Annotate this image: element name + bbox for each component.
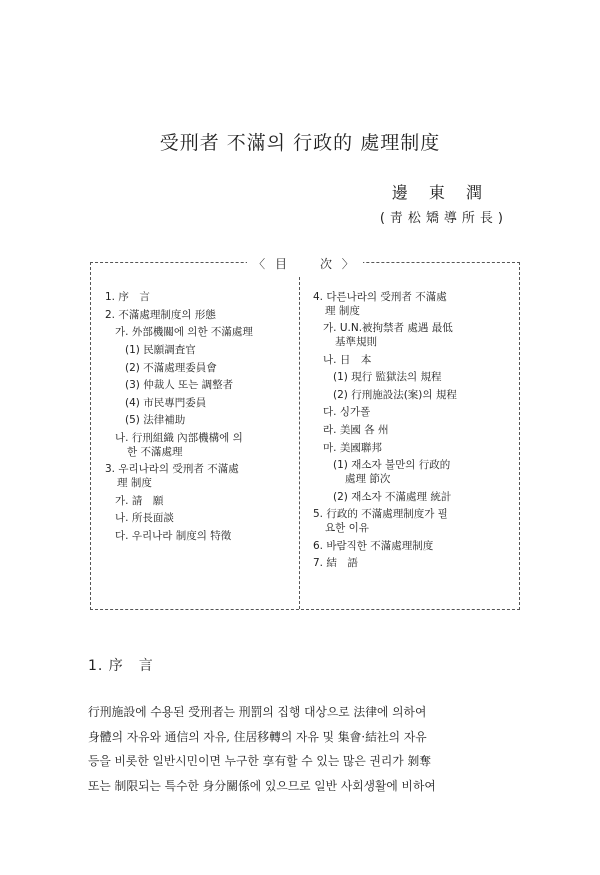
toc-entry [313, 424, 513, 438]
toc-entry-line: 2. 不滿處理制度의 形態 [105, 308, 216, 321]
body-line: 또는 制限되는 특수한 身分關係에 있으므로 일반 사회생활에 비하여 [88, 778, 436, 793]
toc-entry-line: 6. 바람직한 不滿處理制度 [313, 539, 434, 552]
body-line: 身體의 자유와 通信의 자유, 住居移轉의 자유 및 集會·結社의 자유 [88, 729, 427, 744]
toc-entry-line: (1) 現行 監獄法의 規程 [333, 371, 442, 384]
toc-entry-line: 다. 우리나라 制度의 特徵 [115, 529, 232, 542]
toc-entry-line: 1. 序 言 [105, 291, 150, 303]
toc-entry [105, 463, 295, 490]
toc-entry-line: 가. U.N.被拘禁者 處遇 最低 [323, 322, 453, 335]
toc-entry [105, 432, 295, 459]
toc-entry-line: (2) 行刑施設法(案)의 規程 [333, 388, 457, 401]
toc-entry-line: 가. 請 願 [115, 494, 164, 507]
toc-entry-line: 한 不滿處理 [127, 445, 183, 458]
toc-entry [313, 291, 513, 318]
toc-entry-line: 處理 節次 [345, 473, 391, 486]
toc-entry-line: (2) 不滿處理委員會 [125, 361, 217, 374]
toc-entry-line: (5) 法律補助 [125, 414, 186, 427]
toc-entry [105, 326, 295, 340]
toc-entry-line: 나. 日 本 [323, 353, 372, 366]
toc-entry [313, 557, 513, 571]
toc-entry [105, 512, 295, 526]
toc-entry-line: 5. 行政的 不滿處理制度가 필 [313, 508, 448, 521]
toc-entry [313, 322, 513, 349]
toc-entry-line: 요한 이유 [325, 521, 369, 534]
toc-entry [105, 291, 295, 305]
toc-entry [105, 530, 295, 544]
toc-entry-line: 나. 行刑組織 內部機構에 의 [115, 432, 243, 445]
toc-left-column [105, 291, 295, 548]
toc-entry-line: 마. 美國聯邦 [323, 441, 382, 454]
toc-entry [105, 414, 295, 428]
toc-entry-line: 나. 所長面談 [115, 512, 174, 525]
toc-entry-line: 7. 結 語 [313, 557, 358, 570]
toc-entry [313, 540, 513, 554]
body-text [88, 700, 516, 798]
toc-entry-line: (1) 재소자 불만의 行政的 [333, 459, 451, 472]
toc-entry [105, 362, 295, 376]
toc-heading-wrap [91, 253, 519, 272]
toc-entry [313, 406, 513, 420]
toc-entry-line: (3) 仲裁人 또는 調整者 [125, 379, 234, 392]
toc-heading: 〈 目 次 〉 [247, 257, 363, 271]
toc-entry [105, 344, 295, 358]
section-heading: 1. 序 言 [88, 658, 154, 674]
toc-right-column [313, 291, 513, 575]
toc-entry-line: (1) 民願調査官 [125, 343, 196, 356]
toc-entry [313, 459, 513, 486]
page-title: 受刑者 不滿의 行政的 處理制度 [159, 132, 441, 154]
toc-entry [313, 354, 513, 368]
toc-entry-line: 理 制度 [117, 477, 152, 490]
body-line: 行刑施設에 수용된 受刑者는 刑罰의 집행 대상으로 法律에 의하여 [88, 705, 427, 719]
table-of-contents [90, 257, 520, 610]
toc-entry-line: 4. 다른나라의 受刑者 不滿處 [313, 291, 447, 303]
toc-entry [313, 389, 513, 403]
toc-entry-line: 가. 外部機關에 의한 不滿處理 [115, 326, 253, 339]
toc-entry-line: 3. 우리나라의 受刑者 不滿處 [105, 463, 239, 476]
toc-column-divider [299, 277, 300, 609]
toc-entry [105, 309, 295, 323]
toc-entry [105, 495, 295, 509]
author-name: 邊 東 潤 [391, 183, 490, 202]
toc-entry [105, 379, 295, 393]
toc-entry-line: 라. 美國 各 州 [323, 424, 389, 437]
toc-entry-line: (2) 재소자 不滿處理 統計 [333, 490, 452, 503]
toc-entry [313, 371, 513, 385]
toc-entry [313, 442, 513, 456]
toc-entry [313, 491, 513, 505]
toc-entry [105, 397, 295, 411]
toc-entry-line: 다. 싱가폴 [323, 406, 371, 419]
toc-entry-line: 基準規則 [335, 335, 377, 348]
toc-entry-line: 理 制度 [325, 304, 360, 317]
toc-entry [313, 508, 513, 535]
author-affiliation: (靑松矯導所長) [379, 211, 508, 226]
body-line: 등을 비롯한 일반시민이면 누구한 享有할 수 있는 많은 권리가 剝奪 [88, 754, 432, 768]
toc-entry-line: (4) 市民專門委員 [125, 396, 207, 409]
